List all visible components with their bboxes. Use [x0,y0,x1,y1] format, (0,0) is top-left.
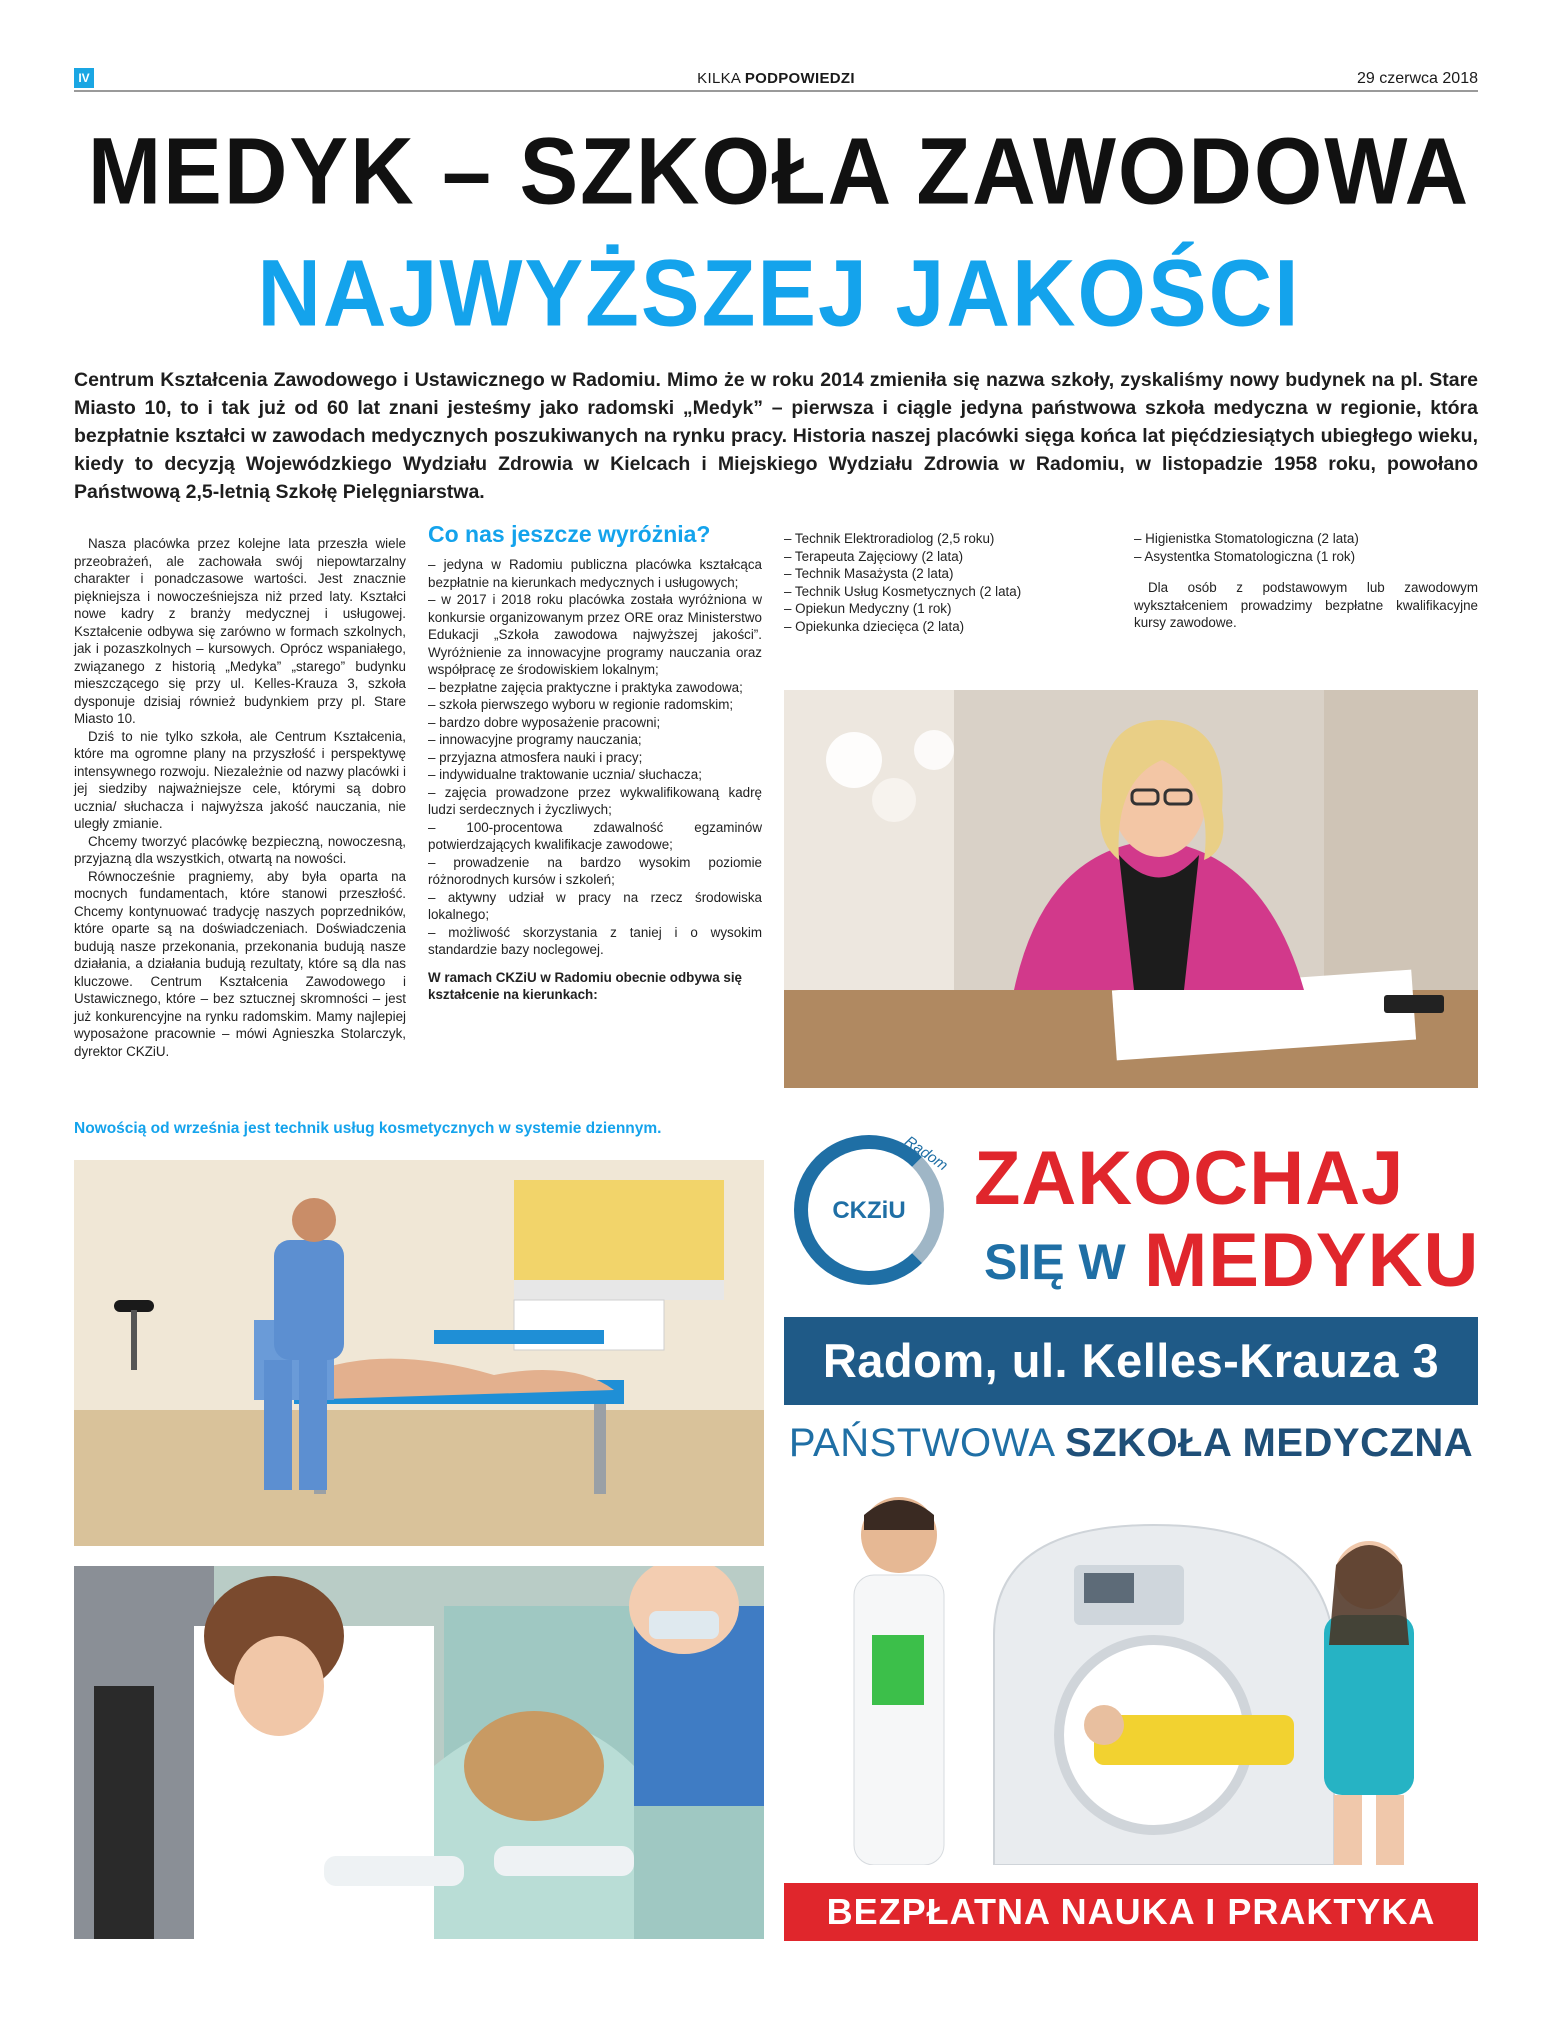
massage-class-photo [74,1160,764,1546]
logo-city: Radom [901,1132,951,1175]
paragraph: Chcemy tworzyć placówkę bezpieczną, nowoczesną, przyjazną dla wszystkich, otwartą na nowości. [74,833,406,866]
paragraph: Dziś to nie tylko szkoła, ale Centrum Kształcenia, które ma ogromne plany na przyszłość i perspektywę intensywnego rozwoju. Niezależnie od nazwy placówki i jej siedziby najważniejsze cele, którymi są dobro ucznia/ słuchacza i najwyższa jakość nauczania, nie uległy zmianie. [74,728,406,831]
issue-date: 29 czerwca 2018 [1357,70,1478,87]
list-item: – możliwość skorzystania z taniej i o wysokim standardzie bazy noclegowej. [428,924,762,957]
page-number-badge: IV [74,68,94,88]
director-photo [784,690,1478,1088]
ad-bottom-text: BEZPŁATNA NAUKA I PRAKTYKA [826,1891,1436,1932]
list-item: – w 2017 i 2018 roku placówka została wyróżniona w konkursie organizowanym przez ORE oraz Ministerstwo Edukacji „Szkoła zawodowa najwyższej jakości”. Wyróżnienie za innowacyjne programy nauczania oraz współpracę ze środowiskiem lokalnym; [428,592,762,677]
list-item: – Asystentka Stomatologiczna (1 rok) [1134,548,1356,564]
article-column-4 [1134,530,1478,632]
list-item: – Technik Usług Kosmetycznych (2 lata) [784,583,1022,599]
section-title [74,70,1478,87]
advantages-list [428,556,762,959]
massage-illustration [74,1160,764,1546]
headline-line-1: MEDYK – SZKOŁA ZAWODOWA [87,117,1471,224]
ad-title-line-2: MEDYKU [1144,1218,1480,1303]
courses-intro: W ramach CKZiU w Radomiu obecnie odbywa się kształcenie na kierunkach: [428,969,742,1002]
headline-line-2: NAJWYŻSZEJ JAKOŚCI [257,239,1301,346]
list-item: – szkoła pierwszego wyboru w regionie radomskim; [428,697,734,712]
ad-bottom-bar [784,1883,1478,1941]
page-header [74,68,1478,92]
photo-caption: Nowością od września jest technik usług kosmetycznych w systemie dziennym. [74,1120,662,1137]
ad-address: Radom, ul. Kelles-Krauza 3 [822,1334,1440,1387]
ad-address-bar [784,1317,1478,1405]
article-column-3 [784,530,1104,635]
logo-text: CKZiU [832,1197,906,1224]
list-item: – zajęcia prowadzone przez wykwalifikowaną kadrę ludzi serdecznych i życzliwych; [428,784,762,817]
paragraph: Równocześnie pragniemy, aby była oparta na mocnych fundamentach, które stanowi przeszłość. Chcemy kontynuować tradycję naszych poprzedników, które oparte są na doświadczeniach. Doświadczenia budują nasze przekonania, przekonania budują nasze działania, a działania budują rezultaty, które są dla nas kluczowe. Centrum Kształcenia Zawodowego i Ustawicznego, które – bez sztucznej skromności – jest już konkurencyjne na rynku radomskim. Mamy najlepiej wyposażone pracownie – mówi Agnieszka Stolarczyk, dyrektor CKZiU. [74,868,406,1059]
ad-school-name [784,1421,1478,1466]
list-item: – Terapeuta Zajęciowy (2 lata) [784,548,964,564]
article-column-1 [74,535,406,1060]
ad-title-small: SIĘ W [984,1234,1126,1290]
subheading: Co nas jeszcze wyróżnia? [428,521,711,547]
courses-list [784,530,1104,635]
ad-school-light: PAŃSTWOWA [788,1421,1065,1465]
courses-list-continued [1134,530,1478,565]
list-item: – prowadzenie na bardzo wysokim poziomie różnorodnych kursów i szkoleń; [428,854,762,887]
director-illustration [784,690,1478,1088]
list-item: – Opiekun Medyczny (1 rok) [784,601,952,616]
article-column-2 [428,520,762,1004]
lead-paragraph: Centrum Kształcenia Zawodowego i Ustawicznego w Radomiu. Mimo że w roku 2014 zmieniła się nazwa szkoły, zyskaliśmy nowy budynek na pl. Stare Miasto 10, to i tak już od 60 lat znani jesteśmy jako radomski „Medyk” – pierwsza i ciągle jedyna państwowa szkoła medyczna w regionie, która bezpłatnie kształci w zawodach medycznych poszukiwanych na rynku pracy. Historia naszej placówki sięga końca lat pięćdziesiątych ubiegłego wieku, kiedy to decyzją Wojewódzkiego Wydziału Zdrowia w Kielcach i Miejskiego Wydziału Zdrowia w Radomiu, w listopadzie 1958 roku, powołano Państwową 2,5-letnią Szkołę Pielęgniarstwa. [74,369,1478,503]
list-item: – innowacyjne programy nauczania; [428,732,642,747]
section-title-bold: PODPOWIEDZI [744,70,855,87]
list-item: – Opiekunka dziecięca (2 lata) [784,618,965,634]
list-item: – przyjazna atmosfera nauki i pracy; [428,749,643,765]
paragraph: Nasza placówka przez kolejne lata przeszła wiele przeobrażeń, ale zachowała swój niepowtarzalny charakter i ponadczasowe wartości. Jest znacznie piękniejsza i nowocześniejsza niż przed laty. Kształci nowe kadry z branży medycznej i usługowej. Kształcenie odbywa się zarówno w formach szkolnych, jak i pozaszkolnych – kursowych. Oprócz wspaniałego, związanego z historią „Medyka” „starego” budynku mieszczącego się przy ul. Kelles-Krauza 3, szkoła dysponuje dzisiaj również budynkiem przy pl. Stare Miasto 10. [74,536,406,726]
list-item: – Technik Elektroradiolog (2,5 roku) [784,531,995,546]
list-item: – jedyna w Radomiu publiczna placówka kształcąca bezpłatnie na kierunkach medycznych i usługowych; [428,557,762,590]
courses-note: Dla osób z podstawowym lub zawodowym wykształceniem prowadzimy bezpłatne kwalifikacyjne kursy zawodowe. [1134,580,1478,630]
ad-school-bold: SZKOŁA MEDYCZNA [1064,1421,1474,1465]
list-item: – Higienistka Stomatologiczna (2 lata) [1134,531,1359,546]
dental-illustration [74,1566,764,1939]
list-item: – bardzo dobre wyposażenie pracowni; [428,714,661,730]
section-title-prefix: KILKA [697,70,745,87]
list-item: – bezpłatne zajęcia praktyczne i praktyka zawodowa; [428,679,743,695]
ad-title-line-1: ZAKOCHAJ [974,1136,1405,1221]
list-item: – aktywny udział w pracy na rzecz środowiska lokalnego; [428,889,762,922]
list-item: – indywidualne traktowanie ucznia/ słuchacza; [428,767,702,782]
list-item: – 100-procentowa zdawalność egzaminów potwierdzających kwalifikacje zawodowe; [428,819,762,852]
ad-ct-scanner-illustration [824,1485,1438,1865]
list-item: – Technik Masażysta (2 lata) [784,566,954,581]
school-advertisement [784,1115,1478,1941]
dental-class-photo [74,1566,764,1939]
